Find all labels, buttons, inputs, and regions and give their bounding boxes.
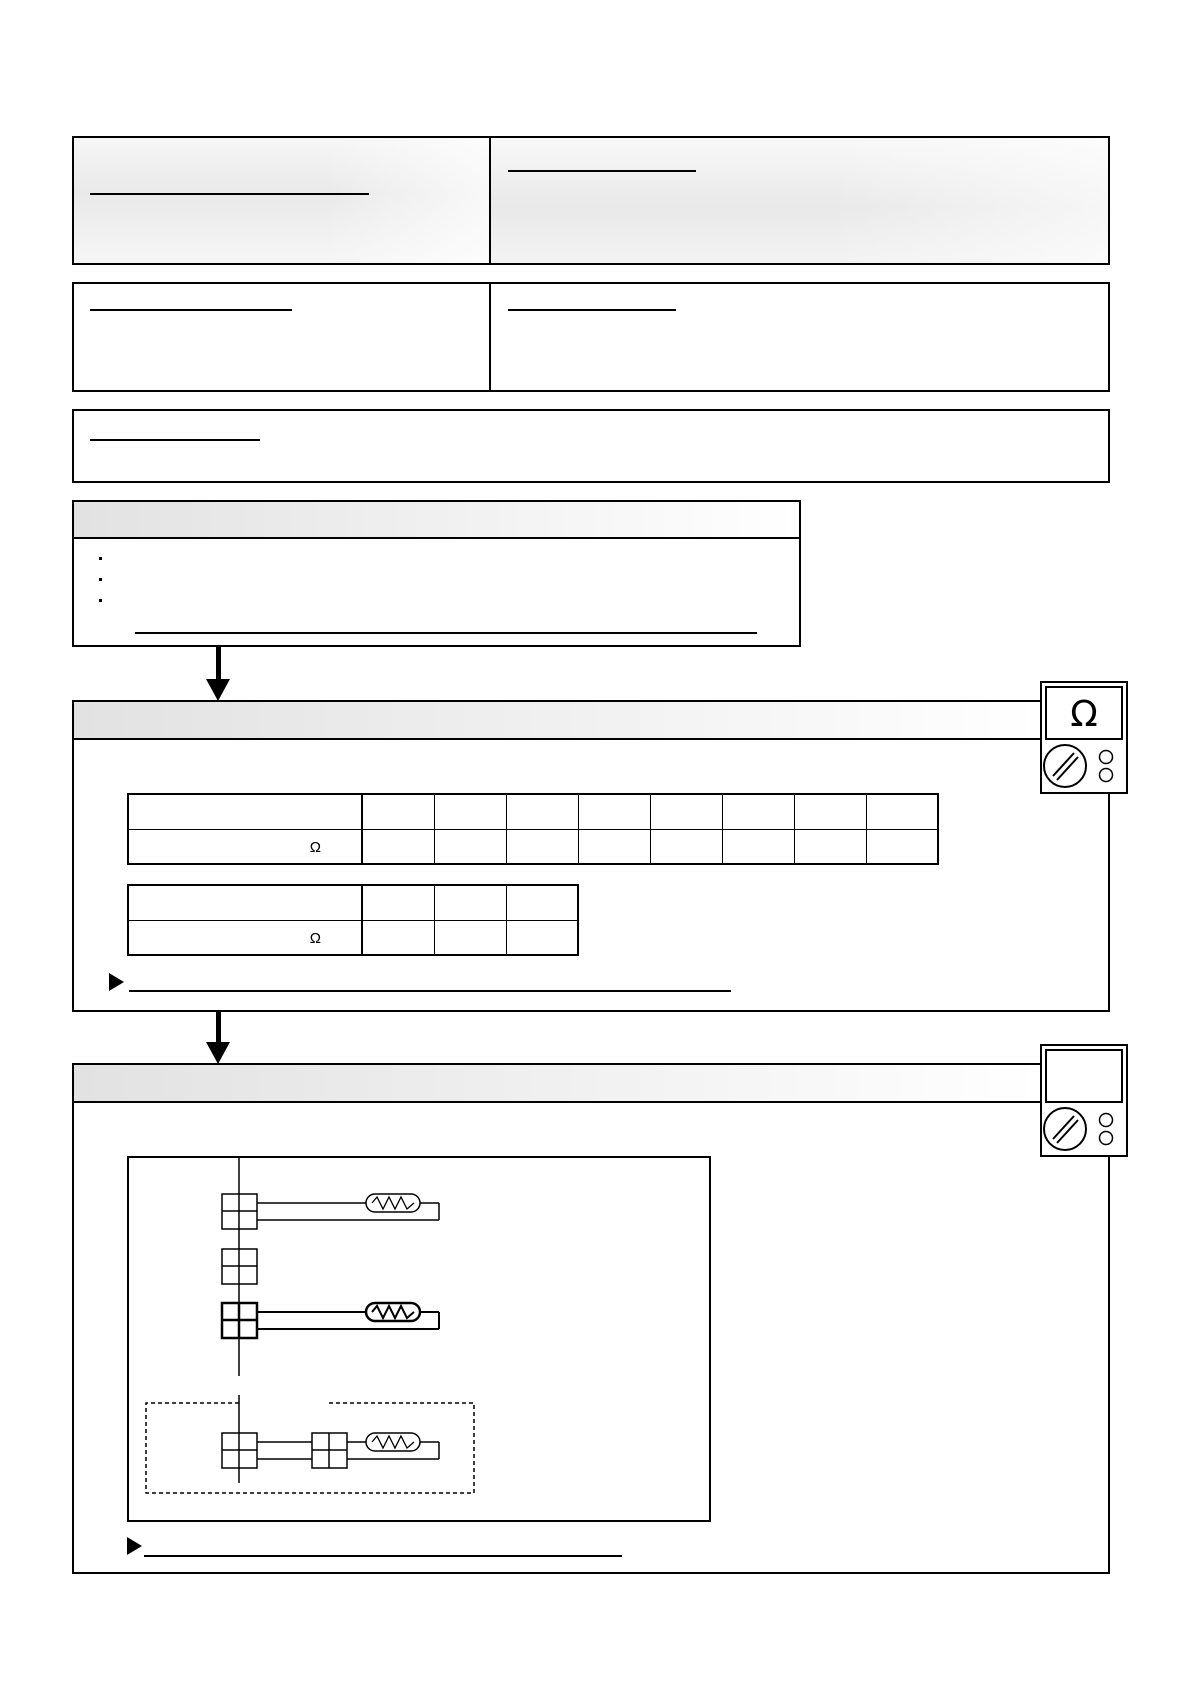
section-underline xyxy=(508,309,676,311)
flow-arrow-shaft xyxy=(216,1010,221,1045)
table-cell xyxy=(362,829,434,864)
table-cell xyxy=(794,829,866,864)
step-resistance-box xyxy=(72,700,1110,1012)
note-underline xyxy=(144,1555,622,1557)
table-cell xyxy=(650,829,722,864)
bullet xyxy=(99,578,102,581)
table-row xyxy=(128,829,938,864)
section-underline xyxy=(90,309,292,311)
section-underline xyxy=(90,439,260,441)
bullet xyxy=(99,557,102,560)
table-row xyxy=(128,920,578,955)
step-wiring-header xyxy=(74,1065,1040,1103)
flow-arrow-head xyxy=(206,1042,230,1064)
meter-display-symbol: Ω xyxy=(1070,694,1098,735)
table-cell xyxy=(650,794,722,829)
precheck-box xyxy=(72,500,801,647)
sensor-connector-3 xyxy=(222,1303,439,1338)
table-label-cell xyxy=(128,885,362,920)
table-cell xyxy=(866,794,938,829)
table-cell xyxy=(362,794,434,829)
table-cell xyxy=(506,920,578,955)
ohm-unit: Ω xyxy=(309,929,321,947)
optional-sensor-group xyxy=(146,1395,474,1493)
table-cell xyxy=(722,794,794,829)
table-label-cell xyxy=(128,920,362,955)
flow-arrow-shaft xyxy=(216,647,221,681)
table-cell xyxy=(434,829,506,864)
info-box-middle-right xyxy=(489,282,1110,392)
table-cell xyxy=(506,794,578,829)
pointer-triangle-icon xyxy=(127,1537,142,1555)
ohm-unit: Ω xyxy=(309,838,321,856)
multimeter-icon xyxy=(1040,1044,1128,1157)
sensor-connector-2 xyxy=(222,1249,257,1284)
step-wiring-box xyxy=(72,1063,1110,1574)
table-cell xyxy=(506,829,578,864)
bullet xyxy=(99,599,102,602)
precheck-underline xyxy=(135,632,757,634)
sensor-connector-1 xyxy=(222,1194,439,1229)
flow-arrow-head xyxy=(206,679,230,701)
table-cell xyxy=(506,885,578,920)
table-cell xyxy=(722,829,794,864)
resistance-table-1 xyxy=(127,793,939,865)
table-cell xyxy=(578,829,650,864)
table-row xyxy=(128,885,578,920)
pointer-triangle-icon xyxy=(109,973,124,991)
table-label-cell xyxy=(128,794,362,829)
info-box-wide xyxy=(72,409,1110,483)
table-cell xyxy=(434,885,506,920)
table-cell xyxy=(578,794,650,829)
precheck-header xyxy=(74,502,799,539)
table-row xyxy=(128,794,938,829)
title-underline xyxy=(90,193,369,195)
resistance-table-2 xyxy=(127,884,579,956)
ohmmeter-icon xyxy=(1040,681,1128,794)
note-underline xyxy=(129,990,731,992)
title-underline xyxy=(508,170,696,172)
step-resistance-header xyxy=(74,702,1040,740)
table-label-cell xyxy=(128,829,362,864)
table-cell xyxy=(362,885,434,920)
table-cell xyxy=(434,794,506,829)
table-cell xyxy=(794,794,866,829)
info-box-middle-left xyxy=(72,282,491,392)
info-box-top-left xyxy=(72,136,491,265)
info-box-top-right xyxy=(489,136,1110,265)
wiring-diagram-svg xyxy=(129,1158,709,1520)
table-cell xyxy=(434,920,506,955)
table-cell xyxy=(362,920,434,955)
wiring-diagram xyxy=(127,1156,711,1522)
table-cell xyxy=(866,829,938,864)
